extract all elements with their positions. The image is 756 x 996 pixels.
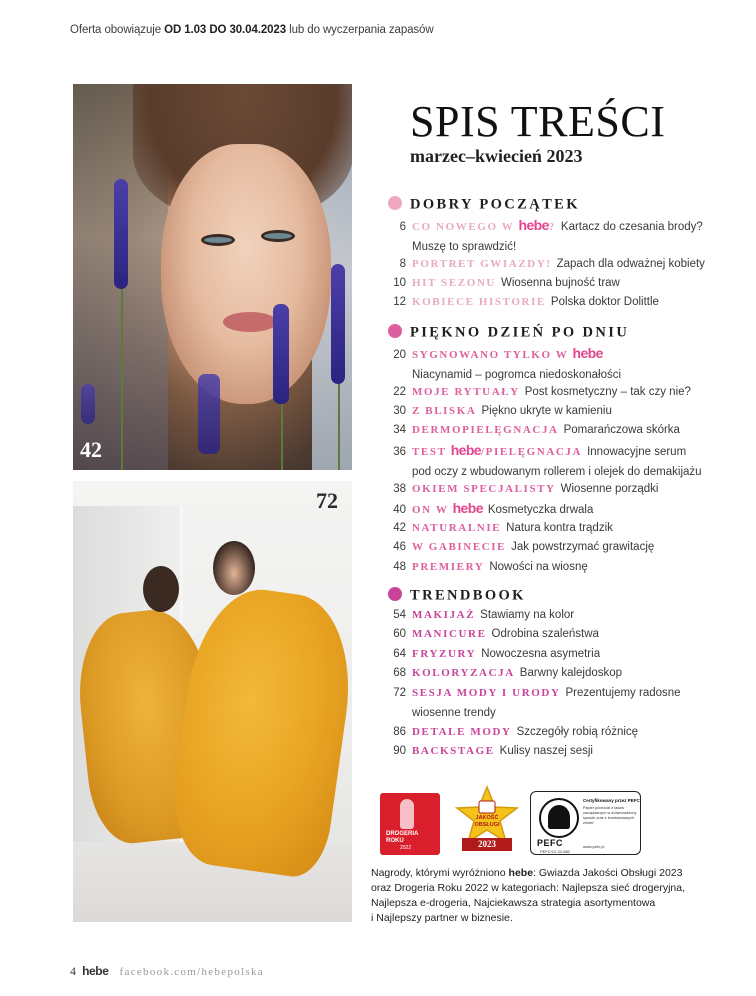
toc-entry[interactable]: 86 DETALE MODY Szczegóły robią różnicę xyxy=(393,726,639,738)
toc-entry[interactable]: 72 SESJA MODY I URODY Prezentujemy radosne wiosenne trendy xyxy=(393,687,681,719)
page-title: SPIS TREŚCI xyxy=(410,97,666,146)
toc-entry[interactable]: 60 MANICURE Odrobina szaleństwa xyxy=(393,628,599,640)
toc-entry[interactable]: 42 NATURALNIE Natura kontra trądzik xyxy=(393,522,613,534)
section-title: TRENDBOOK xyxy=(410,587,526,604)
toc-entry[interactable]: 36 TEST hebe/PIELĘGNACJA Innowacyjne serum pod oczy z wbudowanym rollerem i olejek do demakijażu xyxy=(393,442,702,478)
toc-entry[interactable]: 12 KOBIECE HISTORIE Polska doktor Dolittle xyxy=(393,296,659,308)
hebe-logo: hebe xyxy=(450,442,481,458)
section-trendbook xyxy=(388,587,526,605)
section-dot-icon xyxy=(388,587,402,601)
toc-entry[interactable]: 90 BACKSTAGE Kulisy naszej sesji xyxy=(393,745,593,757)
toc-entry[interactable]: 48 PREMIERY Nowości na wiosnę xyxy=(393,561,588,573)
page-number: 4 xyxy=(70,964,76,978)
award-figure-icon xyxy=(400,799,414,829)
hebe-logo: hebe xyxy=(518,217,549,233)
toc-entry[interactable]: 8 PORTRET GWIAZDY! Zapach dla odważnej kobiety xyxy=(399,258,705,270)
toc-entry[interactable]: 34 DERMOPIELĘGNACJA Pomarańczowa skórka xyxy=(393,424,680,436)
toc-entry[interactable]: 40 ON W hebe Kosmetyczka drwala xyxy=(393,500,594,516)
section-title: DOBRY POCZĄTEK xyxy=(410,196,580,213)
hebe-logo: hebe xyxy=(82,964,109,978)
section-dobry-poczatek xyxy=(388,196,580,214)
section-dot-icon xyxy=(388,324,402,338)
offer-suffix: lub do wyczerpania zapasów xyxy=(286,24,434,36)
star-icon xyxy=(454,785,520,843)
tree-icon xyxy=(548,805,570,829)
toc-entry[interactable]: 64 FRYZURY Nowoczesna asymetria xyxy=(393,648,601,660)
toc-entry[interactable]: 10 HIT SEZONU Wiosenna bujność traw xyxy=(393,277,620,289)
section-dot-icon xyxy=(388,196,402,210)
page-footer xyxy=(70,964,264,979)
pefc-badge: PEFC PEFC/12-32-882 Certyfikowany przez PEFC Papier pochodzi z lasów zarządzanych w zrównoważony sposób oraz z kontrolowanych źródeł www.pefc.pl xyxy=(530,791,641,855)
hebe-logo: hebe xyxy=(572,345,603,361)
toc-entry[interactable]: 68 KOLORYZACJA Barwny kalejdoskop xyxy=(393,667,623,679)
photo-page-number-42: 42 xyxy=(80,437,102,462)
toc-entry[interactable]: 38 OKIEM SPECJALISTY Wiosenne porządki xyxy=(393,483,659,495)
offer-dates: OD 1.03 DO 30.04.2023 xyxy=(164,24,287,36)
photo-woman-lavender xyxy=(73,84,352,470)
toc-entry[interactable]: 46 W GABINECIE Jak powstrzymać grawitację xyxy=(393,541,655,553)
jakosc-obslugi-badge: JAKOŚĆ OBSŁUGI 2023 xyxy=(454,785,520,855)
toc-entry[interactable]: 22 MOJE RYTUAŁY Post kosmetyczny – tak czy nie? xyxy=(393,386,691,398)
photo-page-number-72: 72 xyxy=(316,488,338,513)
toc-entry[interactable]: 54 MAKIJAŻ Stawiamy na kolor xyxy=(393,609,575,621)
hebe-logo: hebe xyxy=(452,500,483,516)
toc-entry[interactable]: 20 SYGNOWANO TYLKO W hebe Niacynamid – pogromca niedoskonałości xyxy=(393,345,622,381)
section-piekno-dzien-po-dniu xyxy=(388,324,629,342)
photo-woman-yellow-dress xyxy=(73,481,352,922)
awards-text: Nagrody, którymi wyróżniono hebe: Gwiazda Jakości Obsługi 2023 oraz Drogeria Roku 2022 w kategoriach: Najlepsza sieć drogeryjna, Najlepsza e-drogeria, Najciekawsza strategia asortymentowa i Najlepszy partner w biznesie. xyxy=(371,867,685,924)
toc-entry[interactable]: 30 Z BLISKA Piękno ukryte w kamieniu xyxy=(393,405,612,417)
page-subtitle: marzec–kwiecień 2023 xyxy=(410,146,583,166)
drogeria-roku-badge: DROGERIA ROKU 2022 xyxy=(380,793,440,855)
offer-validity xyxy=(70,24,434,36)
section-title: PIĘKNO DZIEŃ PO DNIU xyxy=(410,324,630,341)
toc-entry[interactable]: 6 CO NOWEGO W hebe? Kartacz do czesania brody? Muszę to sprawdzić! xyxy=(399,217,703,253)
offer-prefix: Oferta obowiązuje xyxy=(70,24,165,36)
facebook-link[interactable]: facebook.com/hebepolska xyxy=(119,966,264,978)
